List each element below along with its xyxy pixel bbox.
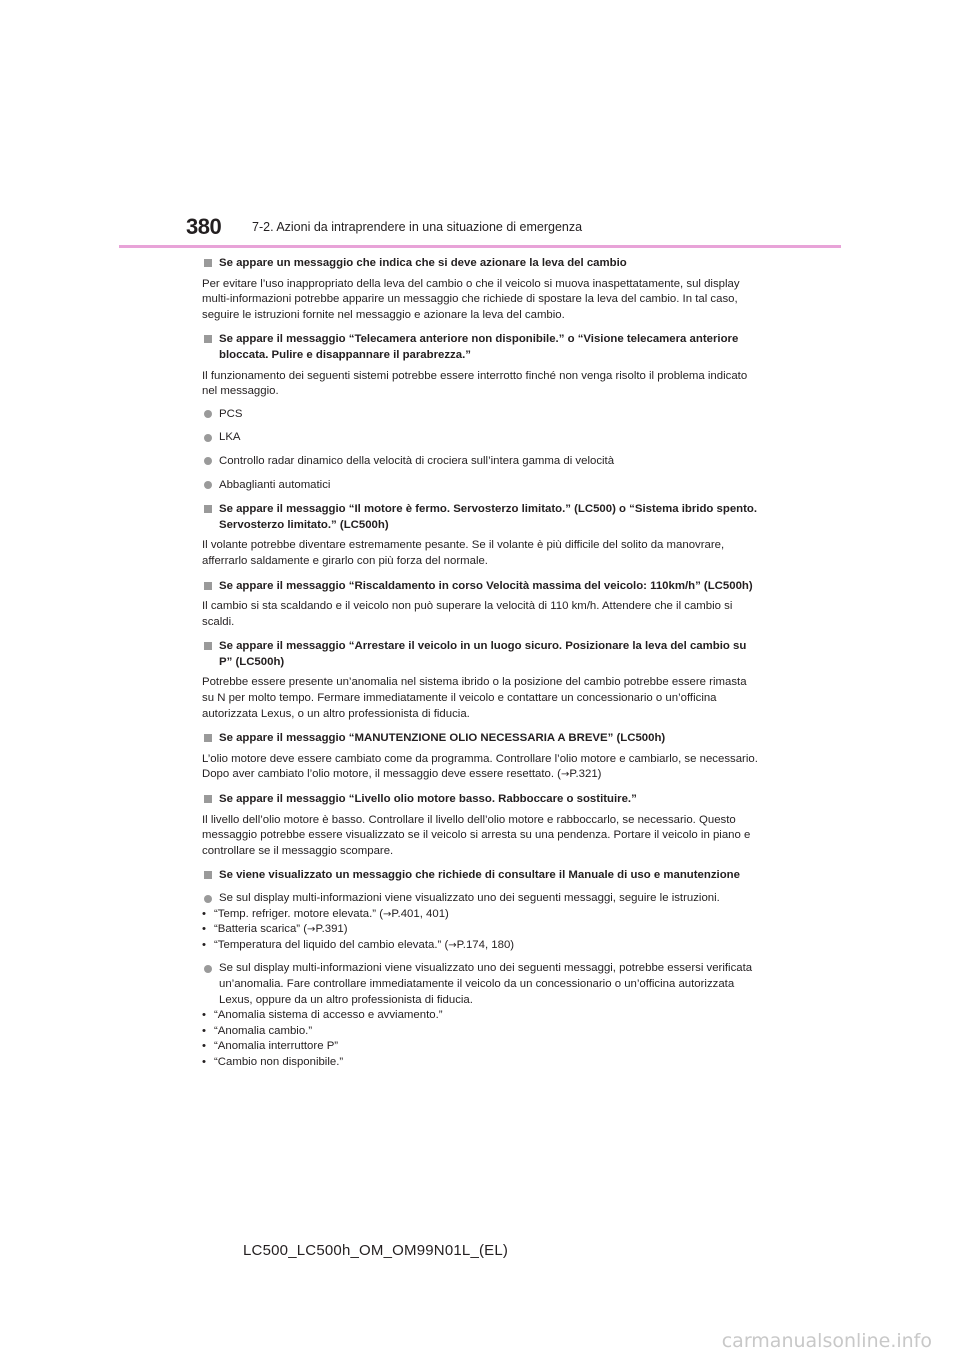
- heading-text: Se appare il messaggio “Telecamera anteriore non disponibile.” o “Visione telecamera anteriore bloccata. Pulire e disappannare il parabrezza.”: [219, 333, 739, 361]
- section-heading: [202, 579, 758, 595]
- dot-icon: •: [202, 938, 206, 951]
- section-front-camera: [202, 332, 758, 493]
- body-text: Il cambio si sta scaldando e il veicolo non può superare la velocità di 110 km/h. Attendere che il cambio si scaldi.: [202, 600, 733, 628]
- sub-list-item: • “Anomalia sistema di accesso e avviamento.”: [202, 1008, 758, 1024]
- section-shift-lever: [202, 256, 758, 323]
- page-reference: P.174, 180): [456, 938, 515, 951]
- section-heading: [202, 868, 758, 884]
- heading-text: Se appare il messaggio “Arrestare il veicolo in un luogo sicuro. Posizionare la leva del cambio su P” (LC500h): [219, 640, 747, 668]
- sub-list-item: • “Batteria scarica” (→P.391): [202, 922, 720, 938]
- section-title: 7-2. Azioni da intraprendere in una situazione di emergenza: [252, 220, 583, 234]
- heading-text: Se appare un messaggio che indica che si deve azionare la leva del cambio: [219, 257, 627, 269]
- section-warming-up: [202, 579, 758, 631]
- list-item-body: [202, 961, 758, 1070]
- heading-text: Se appare il messaggio “Livello olio motore basso. Rabboccare o sostituire.”: [219, 793, 637, 806]
- sub-list-item: • “Temp. refriger. motore elevata.” (→P.401, 401): [202, 907, 720, 923]
- circle-bullet-icon: [204, 410, 212, 418]
- dot-icon: •: [202, 1055, 206, 1068]
- section-stop-vehicle: [202, 639, 758, 722]
- dot-icon: •: [202, 1024, 206, 1037]
- heading-text: Se appare il messaggio “Riscaldamento in corso Velocità massima del veicolo: 110km/h” (LC500h): [219, 579, 753, 592]
- section-heading: [202, 256, 758, 272]
- arrow-right-icon: →: [560, 769, 570, 781]
- section-power-steering: [202, 502, 758, 569]
- list-item: [202, 961, 758, 1070]
- arrow-right-icon: →: [448, 939, 457, 951]
- arrow-right-icon: →: [307, 924, 316, 936]
- dot-icon: •: [202, 907, 206, 920]
- sub-list-item: • “Cambio non disponibile.”: [202, 1055, 758, 1071]
- section-oil-maintenance: [202, 731, 758, 783]
- footer-document-code: LC500_LC500h_OM_OM99N01L_(EL): [243, 1242, 509, 1259]
- square-bullet-icon: [204, 259, 212, 267]
- heading-text: Se appare il messaggio “Il motore è fermo. Servosterzo limitato.” (LC500) o “Sistema ibrido spento. Servosterzo limitato.” (LC500h): [219, 503, 758, 531]
- list-item-text: PCS: [219, 407, 243, 420]
- square-bullet-icon: [204, 795, 212, 803]
- list-item-text: Controllo radar dinamico della velocità di crociera sull’intera gamma di velocità: [219, 454, 615, 467]
- heading-text: Se viene visualizzato un messaggio che richiede di consultare il Manuale di uso e manutenzione: [219, 869, 740, 882]
- body-text-main: L’olio motore deve essere cambiato come da programma. Controllare l’olio motore e cambiarlo, se necessario. Dopo aver cambiato l’olio motore, il messaggio deve essere resettato. (: [202, 752, 758, 781]
- body-text: Per evitare l’uso inappropriato della leva del cambio o che il veicolo si muova inaspettatamente, sul display multi-informazioni potrebbe apparire un messaggio che richiede di spostare la leva del cambio. In tal caso, seguire le istruzioni fornite nel messaggio e azionare la leva del cambio.: [202, 277, 740, 321]
- dot-icon: •: [202, 923, 206, 936]
- body-text: Il livello dell’olio motore è basso. Controllare il livello dell’olio motore e rabboccarlo, se necessario. Questo messaggio potrebbe essere visualizzato se il veicolo si arresta su una pendenza. Portare il veicolo in piano e controllare se il messaggio scompare.: [202, 813, 751, 857]
- circle-bullet-icon: [204, 965, 212, 973]
- section-oil-level: [202, 792, 758, 859]
- list-item-body: [202, 891, 720, 953]
- body-text: [202, 752, 758, 783]
- body-text: Il funzionamento dei seguenti sistemi potrebbe essere interrotto finché non venga risolto il problema indicato nel messaggio.: [202, 369, 748, 398]
- list-item-text: Se sul display multi-informazioni viene visualizzato uno dei seguenti messaggi, potrebbe essersi verificata un’anomalia. Fare controllare immediatamente il veicolo da un concessionario o un’officina autorizzata Lexus, oppure da un altro professionista di fiducia.: [219, 962, 753, 1006]
- heading-text: Se appare il messaggio “MANUTENZIONE OLIO NECESSARIA A BREVE” (LC500h): [219, 732, 666, 745]
- section-heading: [202, 639, 758, 670]
- sub-list-item: • “Anomalia cambio.”: [202, 1024, 758, 1040]
- square-bullet-icon: [204, 871, 212, 879]
- list-item: [202, 891, 758, 953]
- page-reference: P.391): [315, 923, 348, 936]
- list-item: [202, 478, 758, 494]
- list-item: [202, 454, 758, 470]
- dot-icon: •: [202, 1040, 206, 1053]
- circle-bullet-icon: [204, 481, 212, 489]
- main-content: [202, 256, 758, 1080]
- arrow-right-icon: →: [383, 908, 392, 920]
- list-item-text: Abbaglianti automatici: [219, 478, 331, 491]
- circle-bullet-icon: [204, 434, 212, 442]
- page-reference: P.401, 401): [391, 907, 449, 920]
- square-bullet-icon: [204, 505, 212, 513]
- header-divider: [119, 245, 841, 248]
- page-reference: P.321): [569, 768, 602, 781]
- section-heading: [202, 792, 758, 808]
- circle-bullet-icon: [204, 457, 212, 465]
- body-text: Potrebbe essere presente un’anomalia nel sistema ibrido o la posizione del cambio potrebbe essere rimasta su N per molto tempo. Fermare immediatamente il veicolo e contattare un concessionario o un’officina autorizzata Lexus, o un altro professionista di fiducia.: [202, 676, 747, 720]
- page-number: 380: [186, 214, 222, 239]
- watermark: carmanualsonline.info: [721, 1330, 932, 1352]
- dot-icon: •: [202, 1009, 206, 1022]
- square-bullet-icon: [204, 335, 212, 343]
- sub-list-item: • “Temperatura del liquido del cambio elevata.” (→P.174, 180): [202, 938, 720, 954]
- square-bullet-icon: [204, 642, 212, 650]
- list-item: [202, 407, 758, 423]
- circle-bullet-icon: [204, 895, 212, 903]
- body-text: Il volante potrebbe diventare estremamente pesante. Se il volante è più difficile del solito da manovrare, afferrarlo saldamente e girarlo con più forza del normale.: [202, 539, 725, 567]
- square-bullet-icon: [204, 734, 212, 742]
- list-item-text: LKA: [219, 431, 241, 444]
- list-item: [202, 430, 758, 446]
- sub-list-item: • “Anomalia interruttore P”: [202, 1039, 758, 1055]
- square-bullet-icon: [204, 582, 212, 590]
- section-heading: [202, 502, 758, 533]
- section-owners-manual: [202, 868, 758, 1070]
- list-item-text: Se sul display multi-informazioni viene visualizzato uno dei seguenti messaggi, seguire le istruzioni.: [219, 892, 720, 904]
- section-heading: [202, 731, 758, 747]
- section-heading: [202, 332, 758, 363]
